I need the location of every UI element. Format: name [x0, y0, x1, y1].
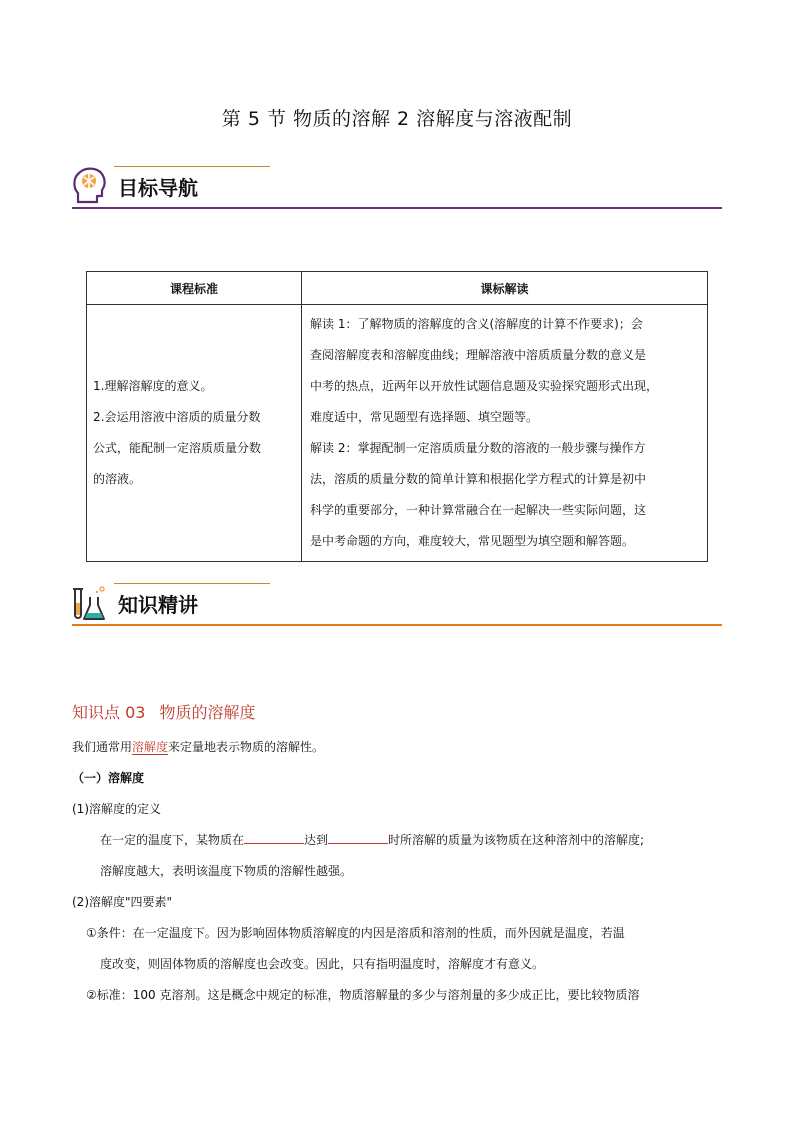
flask-icon	[72, 583, 108, 623]
standard-line: 公式，能配制一定溶质质量分数	[93, 441, 262, 455]
standard-cell	[87, 305, 302, 562]
interpretation-line: 中考的热点，近两年以开放性试题信息题及实验探究题形式出现，	[310, 379, 659, 393]
interpretation-line: 难度适中，常见题型有选择题、填空题等。	[310, 410, 539, 424]
brain-head-icon	[72, 166, 108, 206]
interpretation-line: 法，溶质的质量分数的简单计算和根据化学方程式的计算是初中	[310, 472, 647, 486]
table-header-row	[87, 272, 708, 305]
standard-line: 2.会运用溶液中溶质的质量分数	[93, 410, 261, 424]
curriculum-table	[86, 271, 708, 562]
table-header-standard: 课程标准	[87, 272, 302, 305]
intro-paragraph	[72, 732, 728, 762]
interpretation-line: 查阅溶解度表和溶解度曲线；理解溶液中溶质质量分数的意义是	[310, 348, 647, 362]
knowledge-point-heading	[72, 700, 255, 723]
page-title: 第 5 节 物质的溶解 2 溶解度与溶液配制	[221, 108, 573, 130]
four-elements-title: (2)溶解度"四要素"	[72, 895, 173, 909]
section-rule	[72, 624, 722, 626]
interpretation-line: 解读 2：掌握配制一定溶质质量分数的溶液的一般步骤与操作方	[310, 441, 646, 455]
section-title-nav: 目标导航	[118, 176, 198, 200]
fill-blank-1[interactable]	[244, 829, 304, 844]
element-1-line-1: ①条件：在一定温度下。因为影响固体物质溶解度的内因是溶质和溶剂的性质，而外因就是温度，若温	[86, 926, 625, 940]
intro-text: 我们通常用	[72, 740, 133, 754]
subheading-solubility: （一）溶解度	[72, 771, 145, 785]
definition-title: (1)溶解度的定义	[72, 802, 161, 816]
section-title-knowledge: 知识精讲	[118, 593, 198, 617]
knowledge-point-name: 物质的溶解度	[159, 703, 256, 722]
interpretation-line: 科学的重要部分，一种计算常融合在一起解决一些实际问题，这	[310, 503, 647, 517]
intro-text: 来定量地表示物质的溶解性。	[168, 740, 325, 754]
definition-text: 时所溶解的质量为该物质在这种溶剂中的溶解度;	[388, 833, 645, 847]
table-header-interpretation: 课标解读	[302, 272, 708, 305]
section-header-nav	[72, 166, 722, 210]
standard-line: 的溶液。	[93, 472, 142, 486]
interpretation-cell	[302, 305, 708, 562]
interpretation-line: 是中考命题的方向，难度较大，常见题型为填空题和解答题。	[310, 534, 635, 548]
header-accent-line	[114, 166, 270, 167]
fill-blank-2[interactable]	[328, 829, 388, 844]
definition-line-2: 溶解度越大，表明该温度下物质的溶解性越强。	[100, 864, 353, 878]
definition-line-1	[72, 825, 740, 855]
table-row	[87, 305, 708, 562]
definition-text: 达到	[304, 833, 329, 847]
keyword-solubility: 溶解度	[132, 740, 169, 754]
element-1-line-2: 度改变，则固体物质的溶解度也会改变。因此，只有指明温度时，溶解度才有意义。	[100, 957, 545, 971]
interpretation-line: 解读 1：了解物质的溶解度的含义(溶解度的计算不作要求)；会	[310, 317, 643, 331]
section-rule	[72, 207, 722, 209]
definition-text: 在一定的温度下，某物质在	[100, 833, 245, 847]
standard-line: 1.理解溶解度的意义。	[93, 379, 213, 393]
section-header-knowledge	[72, 583, 722, 627]
knowledge-point-number: 知识点 03	[72, 703, 146, 722]
header-accent-line	[114, 583, 270, 584]
element-2-line-1: ②标准：100 克溶剂。这是概念中规定的标准，物质溶解量的多少与溶剂量的多少成正比，要比较物质溶	[86, 988, 640, 1002]
